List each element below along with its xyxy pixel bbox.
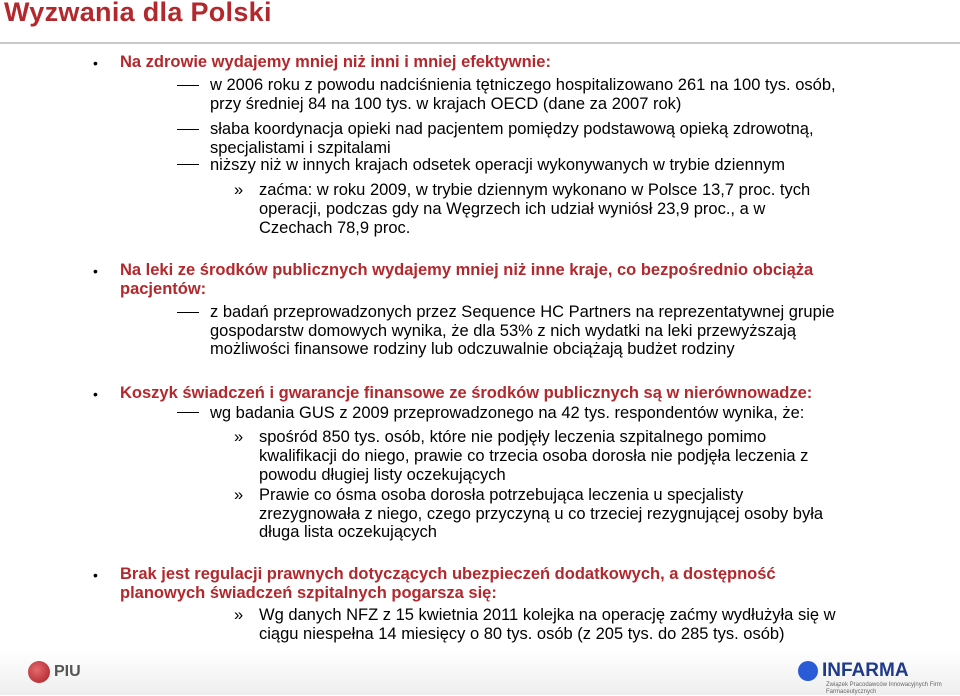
- list-item: powodu długiej listy oczekujących: [259, 466, 506, 484]
- list-item: Wg danych NFZ z 15 kwietnia 2011 kolejka na operację zaćmy wydłużyła się w: [259, 606, 836, 624]
- list-item: zrezygnowała z niego, czego przyczyną u co trzeciej rezygnującej osoby była: [259, 505, 824, 523]
- infarma-logo: [798, 660, 909, 682]
- list-item: zaćma: w roku 2009, w trybie dziennym wykonano w Polsce 13,7 proc. tych: [259, 181, 811, 199]
- list-item: możliwości finansowe rodziny lub odczuwalnie obciążają budżet rodziny: [210, 340, 735, 358]
- list-item: kwalifikacji do niego, prawie co trzecia osoba dorosła nie podjęła leczenia z: [259, 447, 809, 465]
- section3-heading: Koszyk świadczeń i gwarancje finansowe ze środków publicznych są w nierównowadze:: [120, 384, 813, 402]
- raquo-icon: »: [234, 606, 244, 624]
- list-item: niższy niż w innych krajach odsetek operacji wykonywanych w trybie dziennym: [210, 156, 785, 174]
- bullet-icon: •: [93, 263, 98, 279]
- dash-icon: [177, 164, 199, 165]
- list-item: słaba koordynacja opieki nad pacjentem pomiędzy podstawową opieką zdrowotną,: [210, 120, 814, 138]
- raquo-icon: »: [234, 486, 244, 504]
- dash-icon: [177, 129, 199, 130]
- list-item: w 2006 roku z powodu nadciśnienia tętniczego hospitalizowano 261 na 100 tys. osób,: [210, 76, 836, 94]
- list-item: operacji, podczas gdy na Węgrzech ich udział wyniósł 23,9 proc., a w: [259, 200, 766, 218]
- list-item: długa lista oczekujących: [259, 523, 437, 541]
- raquo-icon: »: [234, 181, 244, 199]
- section4-heading: Brak jest regulacji prawnych dotyczących ubezpieczeń dodatkowych, a dostępność: [120, 565, 776, 583]
- list-item: ciągu niespełna 14 miesięcy o 80 tys. osób (z 205 tys. do 285 tys. osób): [259, 625, 785, 643]
- page-title: Wyzwania dla Polski: [4, 0, 272, 27]
- section4-heading: planowych świadczeń szpitalnych pogarsza się:: [120, 584, 497, 602]
- dash-icon: [177, 412, 199, 413]
- title-divider: [0, 42, 960, 44]
- infarma-logo-subtitle: Związek Pracodawców Innowacyjnych Firm Farmaceutycznych: [826, 682, 942, 695]
- section1-heading: Na zdrowie wydajemy mniej niż inni i mniej efektywnie:: [120, 53, 551, 71]
- bullet-icon: •: [93, 567, 98, 583]
- list-item: Prawie co ósma osoba dorosła potrzebująca leczenia u specjalisty: [259, 486, 744, 504]
- list-item: Czechach 78,9 proc.: [259, 219, 411, 237]
- list-item: gospodarstw domowych wynika, że dla 53% z nich wydatki na leki przewyższają: [210, 322, 797, 340]
- dash-icon: [177, 85, 199, 86]
- section2-heading: pacjentów:: [120, 280, 207, 298]
- bullet-icon: •: [93, 386, 98, 402]
- list-item: z badań przeprowadzonych przez Sequence HC Partners na reprezentatywnej grupie: [210, 303, 835, 321]
- piu-logo-text: PIU: [54, 663, 81, 681]
- section2-heading: Na leki ze środków publicznych wydajemy mniej niż inne kraje, co bezpośrednio obciąża: [120, 261, 814, 279]
- list-item: spośród 850 tys. osób, które nie podjęły leczenia szpitalnego pomimo: [259, 428, 767, 446]
- raquo-icon: »: [234, 428, 244, 446]
- infarma-logo-icon: [798, 661, 818, 681]
- infarma-logo-text: INFARMA: [822, 660, 909, 681]
- list-item: specjalistami i szpitalami: [210, 139, 391, 157]
- list-item: wg badania GUS z 2009 przeprowadzonego na 42 tys. respondentów wynika, że:: [210, 404, 805, 422]
- dash-icon: [177, 312, 199, 313]
- list-item: przy średniej 84 na 100 tys. w krajach OECD (dane za 2007 rok): [210, 95, 682, 113]
- piu-logo-icon: [28, 661, 50, 683]
- piu-logo: [28, 661, 81, 683]
- bullet-icon: •: [93, 55, 98, 71]
